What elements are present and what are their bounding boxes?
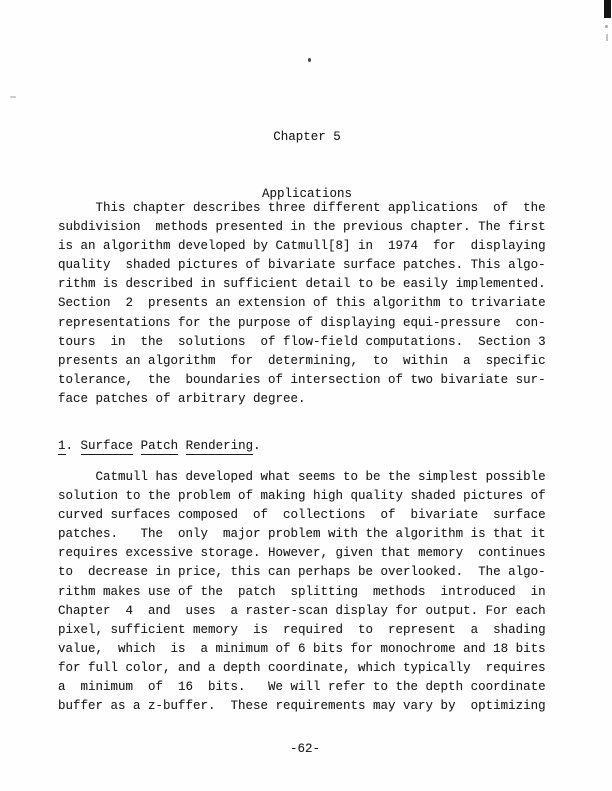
text-line: quality shaded pictures of bivariate surface patches. This algo- (58, 258, 546, 273)
heading-separator: . (253, 439, 261, 453)
text-line: to decrease in price, this can perhaps be overlooked. The algo- (58, 565, 546, 580)
scan-artifact-smudge (10, 96, 16, 98)
text-line: is an algorithm developed by Catmull[8] in 1974 for displaying (58, 239, 546, 254)
text-line: tours in the solutions of flow-field computations. Section 3 (58, 334, 546, 349)
heading-separator: . (65, 439, 81, 453)
text-line: Catmull has developed what seems to be the simplest possible (58, 470, 546, 484)
heading-word-underlined: Patch (140, 439, 179, 453)
text-line: pixel, sufficient memory is required to represent a shading (58, 622, 546, 637)
text-line: rithm makes use of the patch splitting methods introduced in (58, 584, 546, 599)
text-line: Section 2 presents an extension of this algorithm to trivariate (58, 296, 546, 311)
text-line: face patches of arbitrary degree. (58, 391, 306, 406)
section-heading (58, 437, 261, 456)
page-number: -62- (289, 742, 320, 756)
text-line: representations for the purpose of displaying equi-pressure con- (58, 315, 546, 330)
scan-artifact-speck (606, 34, 608, 41)
scan-artifact-dot (308, 58, 311, 62)
heading-separator (133, 439, 141, 453)
text-line: subdivision methods presented in the previous chapter. The first (58, 220, 546, 235)
text-line: solution to the problem of making high quality shaded pictures of (58, 489, 546, 504)
text-line: curved surfaces composed of collections of bivariate surface (58, 508, 546, 523)
chapter-subtitle: Applications (261, 187, 352, 202)
text-line: patches. The only major problem with the algorithm is that it (58, 527, 546, 542)
text-line: Chapter 4 and uses a raster-scan display for output. For each (58, 603, 546, 618)
scan-artifact-corner-bar (604, 0, 611, 18)
intro-paragraph (58, 199, 546, 409)
text-line: rithm is described in sufficient detail to be easily implemented. (58, 277, 546, 292)
heading-word-underlined: Surface (80, 439, 134, 453)
text-line: buffer as a z-buffer. These requirements may vary by optimizing (58, 699, 546, 714)
heading-separator (178, 439, 186, 453)
section-paragraph (58, 468, 546, 716)
chapter-title: Chapter 5 (273, 130, 341, 145)
heading-line (58, 437, 261, 456)
heading-word-underlined: 1 (58, 439, 66, 453)
text-line: a minimum of 16 bits. We will refer to the depth coordinate (58, 680, 546, 695)
text-line: for full color, and a depth coordinate, which typically requires (58, 660, 546, 675)
text-line: This chapter describes three different applications of the (58, 201, 546, 215)
text-line: value, which is a minimum of 6 bits for monochrome and 18 bits (58, 641, 546, 656)
scan-artifact-speck (605, 25, 608, 28)
text-line: requires excessive storage. However, given that memory continues (58, 546, 546, 561)
text-line: tolerance, the boundaries of intersection of two bivariate sur- (58, 372, 546, 387)
text-line: presents an algorithm for determining, to within a specific (58, 353, 546, 368)
heading-word-underlined: Rendering (185, 439, 254, 453)
